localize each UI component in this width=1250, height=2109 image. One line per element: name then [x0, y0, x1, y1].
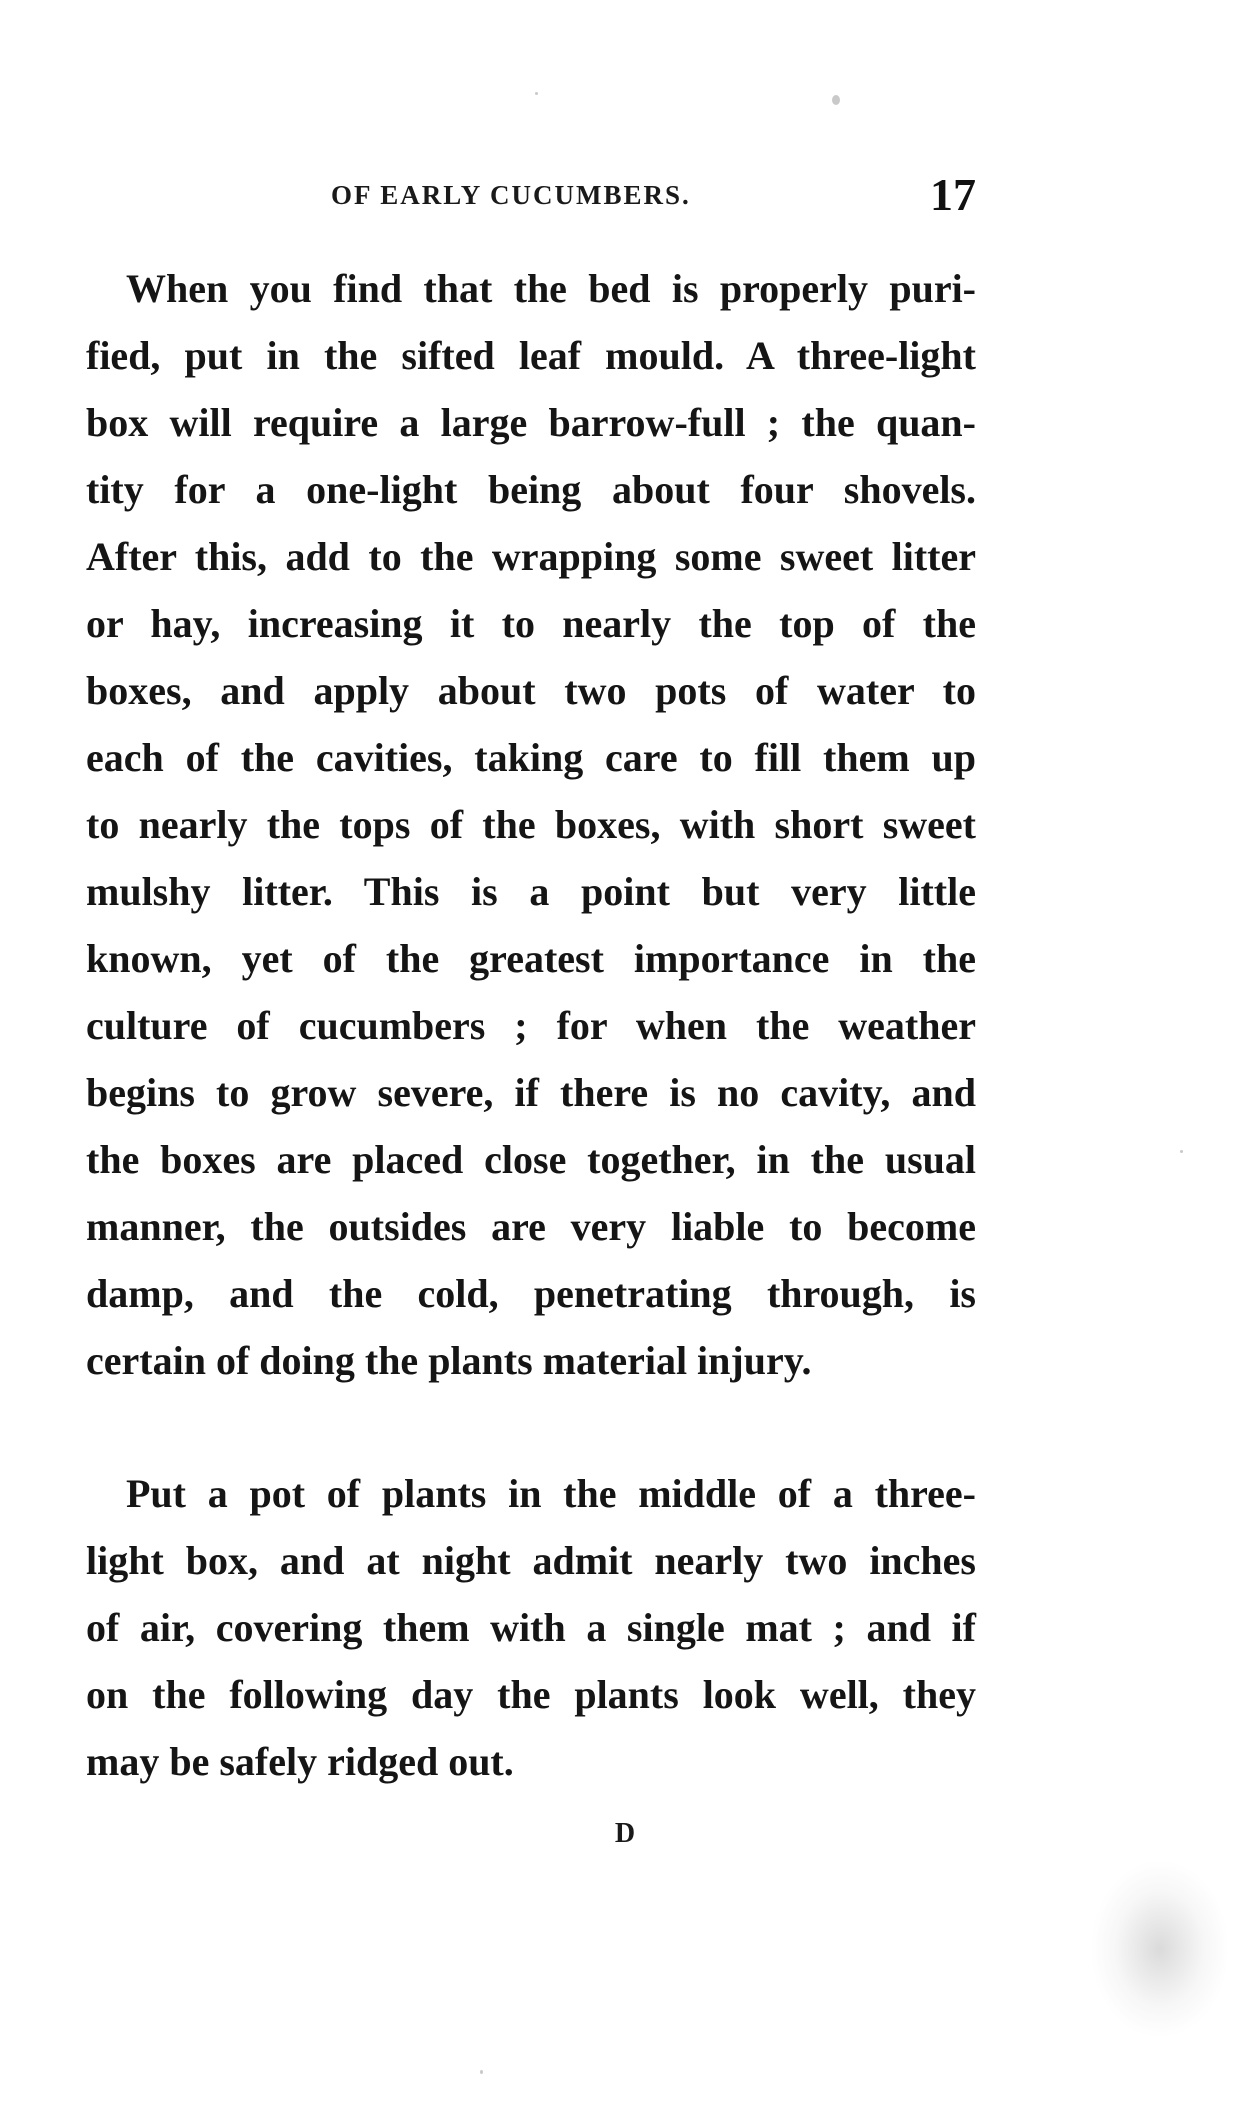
ink-speck — [832, 95, 840, 105]
text-line: Put a pot of plants in the middle of a three- — [126, 1471, 976, 1516]
signature-mark: D — [614, 1818, 636, 1849]
text-line: After this, add to the wrapping some sweet litter — [86, 534, 976, 579]
paragraph-2 — [86, 1460, 976, 1795]
text-line: on the following day the plants look well, they — [86, 1672, 976, 1717]
text-line: culture of cucumbers ; for when the weather — [86, 1003, 976, 1048]
paper-smudge — [1090, 1859, 1230, 2039]
ink-speck — [1180, 1150, 1183, 1153]
text-line: known, yet of the greatest importance in the — [86, 936, 976, 981]
ink-speck — [535, 92, 538, 95]
text-line: damp, and the cold, penetrating through, is — [86, 1271, 976, 1316]
text-line: the boxes are placed close together, in the usual — [86, 1137, 976, 1182]
text-line: When you find that the bed is properly puri- — [126, 266, 976, 311]
text-line: tity for a one-light being about four shovels. — [86, 467, 976, 512]
text-line: certain of doing the plants material injury. — [86, 1338, 812, 1383]
text-line: may be safely ridged out. — [86, 1739, 514, 1784]
text-line: boxes, and apply about two pots of water to — [86, 668, 976, 713]
text-line: begins to grow severe, if there is no cavity, and — [86, 1070, 976, 1115]
text-line: fied, put in the sifted leaf mould. A three-light — [86, 333, 976, 378]
page-number: 17 — [930, 169, 976, 220]
text-line: or hay, increasing it to nearly the top of the — [86, 601, 976, 646]
running-head — [86, 168, 976, 228]
text-line: of air, covering them with a single mat ; and if — [86, 1605, 976, 1650]
paragraph-1 — [86, 255, 976, 1394]
text-line: to nearly the tops of the boxes, with short sweet — [86, 802, 976, 847]
text-line: mulshy litter. This is a point but very little — [86, 869, 976, 914]
text-line: box will require a large barrow-full ; the quan- — [86, 400, 976, 445]
text-line: each of the cavities, taking care to fill them up — [86, 735, 976, 780]
text-line: light box, and at night admit nearly two inches — [86, 1538, 976, 1583]
running-title: OF EARLY CUCUMBERS. — [331, 180, 691, 210]
ink-speck — [480, 2070, 483, 2074]
text-line: manner, the outsides are very liable to become — [86, 1204, 976, 1249]
